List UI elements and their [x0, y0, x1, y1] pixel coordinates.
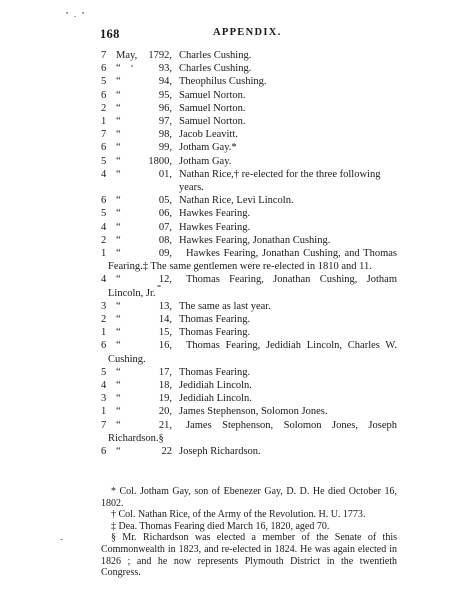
record-month: “: [116, 248, 121, 260]
record-row: [101, 221, 397, 234]
record-month: “: [116, 168, 121, 180]
record-names: Nathan Rice,† re-elected for the three following years.: [179, 168, 381, 194]
record-day: 1: [101, 406, 107, 418]
record-year: 22: [161, 446, 172, 458]
record-month: “: [116, 274, 121, 286]
record-row: [101, 247, 397, 273]
record-names: Jotham Gay.*: [179, 142, 237, 154]
record-row: [101, 168, 397, 194]
record-day: 2: [101, 314, 107, 326]
record-row: [101, 207, 397, 220]
record-year: 20,: [158, 406, 172, 418]
record-year: 14,: [158, 314, 172, 326]
record-row: [101, 234, 397, 247]
record-year: 15,: [158, 327, 172, 339]
record-day: 6: [101, 89, 107, 101]
record-row: [101, 155, 397, 168]
record-month: “: [116, 234, 121, 246]
record-names: Hawkes Fearing, Jonathan Cushing, and Thomas Fearing.‡ The same gentlemen were re-elected in 1810 and 11.: [108, 248, 397, 273]
footnote: * Col. Jotham Gay, son of Ebenezer Gay, D. D. He died October 16, 1802.: [101, 486, 397, 509]
record-names: James Stephenson, Solomon Jones, Joseph Richardson.§: [108, 419, 397, 444]
record-row: [101, 366, 397, 379]
record-row: [101, 75, 397, 88]
record-year: 94,: [158, 76, 172, 88]
ink-speck: [60, 539, 63, 540]
record-month: “: [116, 221, 121, 233]
record-day: 1: [101, 248, 107, 260]
record-row: [101, 313, 397, 326]
record-row: [101, 49, 397, 62]
record-year: 09,: [158, 248, 172, 260]
record-year: 07,: [158, 221, 172, 233]
record-year: 21,: [158, 419, 172, 431]
record-year: 1792,: [148, 50, 172, 61]
record-names: Samuel Norton.: [179, 102, 246, 114]
record-month: “: [116, 155, 121, 167]
record-names: Hawkes Fearing.: [179, 208, 251, 220]
record-year: 13,: [158, 300, 172, 312]
running-head-title: APPENDIX.: [213, 27, 282, 38]
record-row: [101, 89, 397, 102]
record-year: 97,: [158, 116, 172, 128]
footnote: † Col. Nathan Rice, of the Army of the Revolution. H. U. 1773.: [111, 509, 366, 521]
record-month: “: [116, 393, 121, 405]
record-month: “: [116, 300, 121, 312]
record-year: 05,: [158, 195, 172, 207]
record-row: [101, 300, 397, 313]
record-year: 96,: [158, 102, 172, 114]
record-names: Charles Cushing.: [179, 63, 252, 75]
record-year: 93,: [158, 63, 172, 75]
record-names: Thomas Fearing.: [179, 314, 251, 326]
record-month: “: [116, 446, 121, 458]
record-row: [101, 102, 397, 115]
record-day: 6: [101, 142, 107, 154]
record-month: “: [116, 314, 121, 326]
record-names: James Stephenson, Solomon Jones.: [179, 406, 328, 418]
record-month: “: [116, 419, 121, 431]
record-year: 99,: [158, 142, 172, 154]
ink-speck: [131, 65, 133, 67]
record-month: “: [116, 129, 121, 141]
record-day: 6: [101, 446, 107, 458]
record-names: Thomas Fearing, Jedidiah Lincoln, Charles W. Cushing.: [108, 340, 397, 365]
page-number: 168: [100, 27, 120, 41]
record-day: 7: [101, 419, 107, 431]
record-day: 7: [101, 50, 107, 61]
record-row: [101, 392, 397, 405]
record-names: Thomas Fearing.: [179, 366, 251, 378]
ink-speck: [66, 12, 68, 14]
footnote: § Mr. Richardson was elected a member of the Senate of this Commonwealth in 1823, and re-elected in 1824. He was again elected in 1826 ; and he now represents Plymouth District in the twentieth Congress.: [101, 532, 397, 579]
record-day: 5: [101, 208, 107, 220]
record-day: 5: [101, 155, 107, 167]
record-month: “: [116, 142, 121, 154]
record-names: Samuel Norton.: [179, 116, 246, 128]
record-month: “: [116, 366, 121, 378]
footnote: ‡ Dea. Thomas Fearing died March 16, 1820, aged 70.: [111, 520, 330, 532]
record-day: 5: [101, 366, 107, 378]
record-day: 7: [101, 129, 107, 141]
record-year: 16,: [158, 340, 172, 352]
record-month: “: [116, 102, 121, 114]
record-names: The same as last year.: [179, 300, 271, 312]
record-year: 95,: [158, 89, 172, 101]
record-row: [101, 194, 397, 207]
record-row: [101, 379, 397, 392]
record-row: [101, 339, 397, 365]
record-row: [101, 115, 397, 128]
record-year: 18,: [158, 380, 172, 392]
record-year: 17,: [158, 366, 172, 378]
record-names: Samuel Norton.: [179, 89, 246, 101]
record-year: 06,: [158, 208, 172, 220]
ink-speck: [74, 16, 76, 17]
record-names: Hawkes Fearing, Jonathan Cushing.: [179, 234, 331, 246]
record-names: Jedidiah Lincoln.: [179, 380, 252, 392]
ink-speck: [82, 12, 84, 14]
record-row: [101, 141, 397, 154]
record-day: 4: [101, 168, 107, 180]
record-names: Jedidiah Lincoln.: [179, 393, 252, 405]
record-row: [101, 326, 397, 339]
record-row: [101, 128, 397, 141]
record-day: 6: [101, 63, 107, 75]
record-day: 4: [101, 274, 107, 286]
record-day: 6: [101, 195, 107, 207]
record-day: 3: [101, 393, 107, 405]
record-year: 08,: [158, 234, 172, 246]
record-day: 3: [101, 300, 107, 312]
record-year: 1800,: [148, 155, 172, 167]
record-month: “: [116, 208, 121, 220]
record-year: 12,: [158, 274, 172, 286]
record-month: “: [116, 116, 121, 128]
record-month: “: [116, 89, 121, 101]
record-month: “: [116, 380, 121, 392]
record-month: “: [116, 327, 121, 339]
record-month: “: [116, 406, 121, 418]
record-month: “: [116, 63, 121, 75]
record-day: 2: [101, 102, 107, 114]
record-month: May,: [116, 50, 138, 61]
record-day: 6: [101, 340, 107, 352]
record-row: [101, 419, 397, 445]
record-names: Thomas Fearing, Jonathan Cushing, Jotham Lincoln, Jr.: [108, 274, 397, 299]
running-head: [100, 27, 400, 43]
record-row: [101, 62, 397, 75]
record-month: “: [116, 340, 121, 352]
record-year: 19,: [158, 393, 172, 405]
record-year: 01,: [158, 168, 172, 180]
record-day: 4: [101, 221, 107, 233]
record-names: Hawkes Fearing.: [179, 221, 251, 233]
record-day: 4: [101, 380, 107, 392]
record-names: Jacob Leavitt.: [179, 129, 238, 141]
record-month: “: [116, 76, 121, 88]
record-names: Charles Cushing.: [179, 50, 252, 61]
election-records: [101, 49, 397, 458]
record-month: “: [116, 195, 121, 207]
ink-speck: [157, 285, 161, 287]
record-row: [101, 273, 397, 299]
record-row: [101, 445, 397, 458]
record-day: 1: [101, 327, 107, 339]
record-names: Theophilus Cushing.: [179, 76, 267, 88]
record-names: Nathan Rice, Levi Lincoln.: [179, 195, 294, 207]
record-day: 5: [101, 76, 107, 88]
record-year: 98,: [158, 129, 172, 141]
record-names: Thomas Fearing.: [179, 327, 251, 339]
record-day: 2: [101, 234, 107, 246]
record-names: Jotham Gay.: [179, 155, 232, 167]
record-row: [101, 405, 397, 418]
record-names: Joseph Richardson.: [179, 446, 261, 458]
record-day: 1: [101, 116, 107, 128]
footnotes: [101, 486, 397, 579]
